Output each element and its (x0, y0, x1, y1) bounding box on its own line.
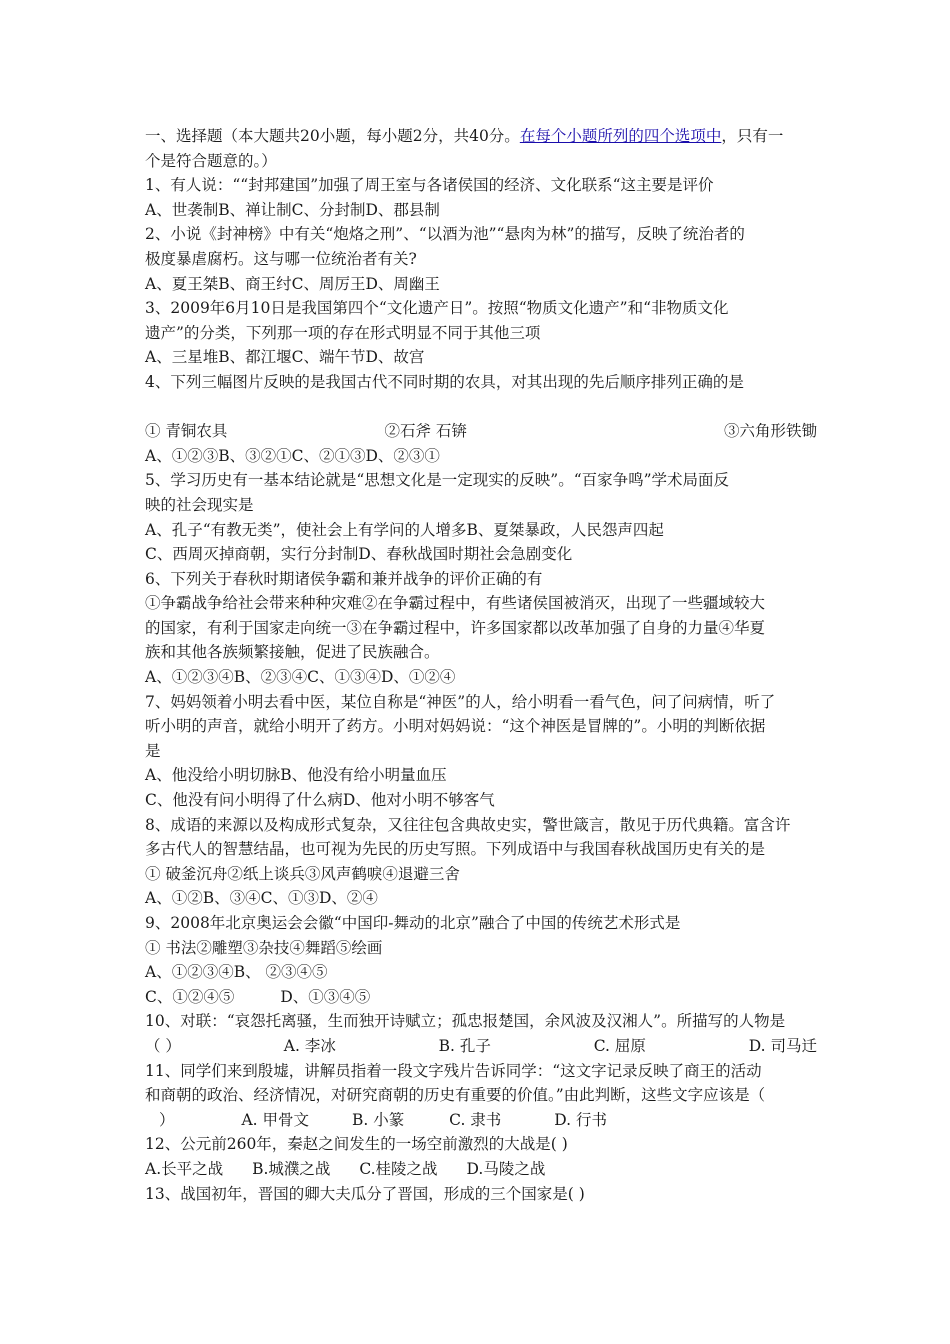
q12-option-d: D.马陵之战 (466, 1159, 546, 1178)
section-header-prefix: 一、选择题（本大题共20小题，每小题2分，共40分。 (145, 127, 520, 145)
q9-items: ① 书法②雕塑③杂技④舞蹈⑤绘画 (145, 938, 383, 957)
q7-options-line2: C、他没有问小明得了什么病D、他对小明不够客气 (145, 791, 495, 810)
section-header-line2: 个是符合题意的。） (145, 151, 277, 170)
q1-stem: 1、有人说：““封邦建国”加强了周王室与各诸侯国的经济、文化联系“这主要是评价 (145, 176, 714, 195)
q11-option-a: A. 甲骨文 (241, 1110, 310, 1129)
section-header-link[interactable]: 在每个小题所列的四个选项中 (519, 127, 722, 145)
q10-option-d: D. 司马迁 (748, 1036, 817, 1055)
q3-stem-line1: 3、2009年6月10日是我国第四个“文化遗产日”。按照“物质文化遗产”和“非物质文化 (145, 299, 729, 318)
q3-options: A、三星堆B、都江堰C、端午节D、故宫 (145, 348, 425, 367)
q11-options (145, 1108, 817, 1133)
q12-options (145, 1157, 817, 1182)
q6-items-line2: 的国家，有利于国家走向统一③在争霸过程中，许多国家都以改革加强了自身的力量④华夏 (145, 618, 766, 637)
q8-items: ① 破釜沉舟②纸上谈兵③风声鹤唳④退避三舍 (145, 864, 460, 883)
q4-captions (145, 419, 817, 444)
q11-option-d: D. 行书 (554, 1110, 607, 1129)
q6-stem: 6、下列关于春秋时期诸侯争霸和兼并战争的评价正确的有 (145, 569, 543, 588)
q4-stem: 4、下列三幅图片反映的是我国古代不同时期的农具，对其出现的先后顺序排列正确的是 (145, 372, 744, 391)
q11-stem-line1: 11、同学们来到殷墟，讲解员指着一段文字残片告诉同学：“这文字记录反映了商王的活动 (145, 1061, 762, 1080)
q8-stem-line2: 多古代人的智慧结晶，也可视为先民的历史写照。下列成语中与我国春秋战国历史有关的是 (145, 840, 766, 859)
q6-items-line1: ①争霸战争给社会带来种种灾难②在争霸过程中，有些诸侯国被消灭，出现了一些疆域较大 (145, 594, 766, 613)
q12-option-c: C.桂陵之战 (359, 1159, 438, 1178)
q11-option-b: B. 小篆 (351, 1110, 405, 1129)
q7-stem-line1: 7、妈妈领着小明去看中医，某位自称是“神医”的人，给小明看一看气色，问了问病情，听了 (145, 692, 776, 711)
q5-stem-line1: 5、学习历史有一基本结论就是“思想文化是一定现实的反映”。“百家争鸣”学术局面反 (145, 471, 730, 490)
q5-stem-line2: 映的社会现实是 (145, 495, 254, 514)
q2-options: A、夏王桀B、商王纣C、周厉王D、周幽王 (145, 274, 440, 293)
q9-options-line1: A、①②③④B、 ②③④⑤ (145, 963, 328, 982)
section-header-suffix: ，只有一 (721, 127, 784, 145)
q10-option-a: A. 李冰 (283, 1036, 336, 1055)
q10-options (145, 1034, 817, 1059)
exam-page (145, 124, 817, 1206)
q9-option-c: C、①②④⑤ (145, 987, 235, 1006)
q11-option-c: C. 隶书 (449, 1110, 502, 1129)
q8-stem-line1: 8、成语的来源以及构成形式复杂，又往往包含典故史实，警世箴言，散见于历代典籍。富含许 (145, 815, 791, 834)
q12-option-b: B.城濮之战 (252, 1159, 331, 1178)
q9-option-d: D、①③④⑤ (280, 987, 371, 1006)
q13-stem: 13、战国初年，晋国的卿大夫瓜分了晋国，形成的三个国家是( ) (145, 1184, 585, 1203)
q9-options-line2 (145, 985, 817, 1010)
q12-stem: 12、公元前260年，秦赵之间发生的一场空前激烈的大战是( ) (145, 1135, 568, 1154)
q7-stem-line3: 是 (145, 741, 161, 760)
q9-stem: 9、2008年北京奥运会会徽“中国印-舞动的北京”融合了中国的传统艺术形式是 (145, 914, 681, 932)
q10-option-b: B. 孔子 (438, 1036, 491, 1055)
q4-caption-bronze: ① 青铜农具 (145, 422, 228, 441)
q8-options: A、①②B、③④C、①③D、②④ (145, 889, 378, 908)
q10-blank: （ ） (145, 1036, 181, 1055)
q3-stem-line2: 遗产”的分类，下列那一项的存在形式明显不同于其他三项 (145, 323, 541, 342)
section-header (145, 124, 817, 149)
q10-option-c: C. 屈原 (593, 1036, 646, 1055)
q4-options: A、①②③B、③②①C、②①③D、②③① (145, 446, 440, 465)
q6-options: A、①②③④B、②③④C、①③④D、①②④ (145, 668, 456, 687)
q2-stem-line1: 2、小说《封神榜》中有关“炮烙之刑”、“以酒为池”“悬肉为林”的描写，反映了统治者的 (145, 225, 745, 244)
q7-stem-line2: 听小明的声音，就给小明开了药方。小明对妈妈说：“这个神医是冒牌的”。小明的判断依据 (145, 717, 766, 736)
q5-options-line2: C、西周灭掉商朝，实行分封制D、春秋战国时期社会急剧变化 (145, 545, 573, 564)
q7-options-line1: A、他没给小明切脉B、他没有给小明量血压 (145, 766, 447, 785)
q4-caption-stone: ②石斧 石锛 (384, 422, 467, 441)
q10-stem: 10、对联：“哀怨托离骚，生而独开诗赋立；孤忠报楚国，余风波及汉湘人”。所描写的人物是 (145, 1012, 786, 1031)
q11-blank: ） (159, 1110, 175, 1129)
q6-items-line3: 族和其他各族频繁接触，促进了民族融合。 (145, 643, 440, 662)
q5-options-line1: A、孔子“有教无类”，使社会上有学问的人增多B、夏桀暴政，人民怨声四起 (145, 520, 664, 539)
q11-stem-line2: 和商朝的政治、经济情况，对研究商朝的历史有重要的价值。”由此判断，这些文字应该是（ (145, 1086, 766, 1105)
q4-image-gap (145, 395, 817, 420)
q1-options: A、世袭制B、禅让制C、分封制D、郡县制 (145, 200, 440, 219)
q2-stem-line2: 极度暴虐腐朽。这与哪一位统治者有关? (145, 249, 417, 268)
q4-caption-iron: ③六角形铁锄 (723, 422, 817, 441)
q12-option-a: A.长平之战 (145, 1159, 224, 1178)
